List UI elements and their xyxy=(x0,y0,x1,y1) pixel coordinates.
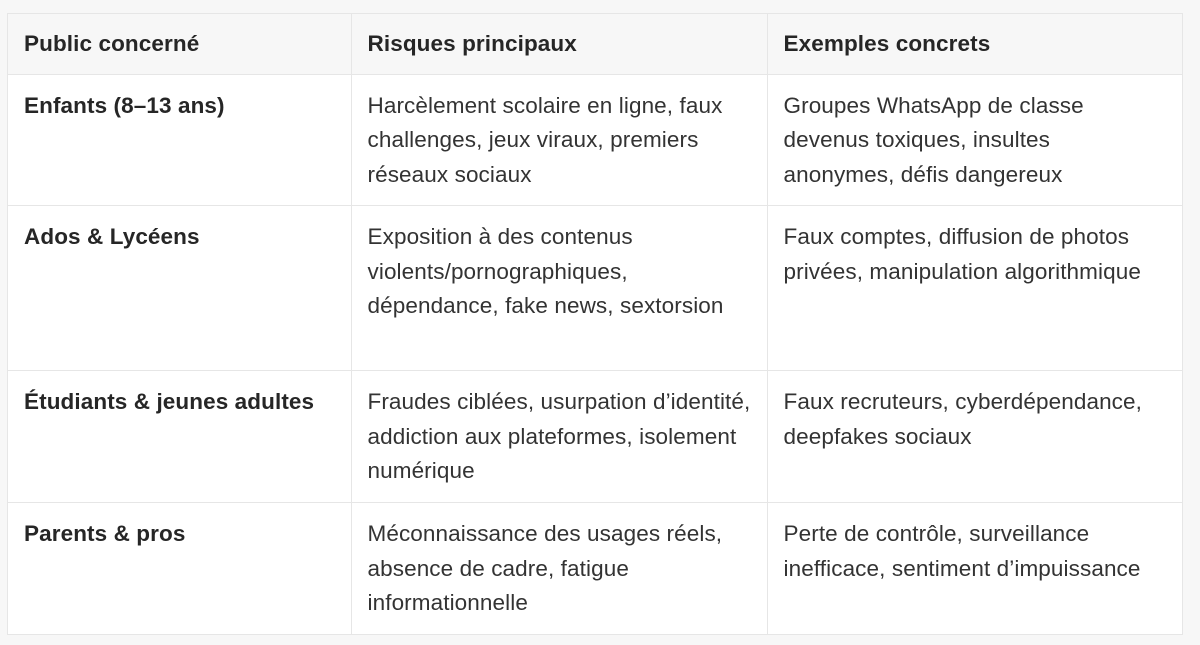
cell-exemples: Perte de contrôle, surveillance inefficace, sentiment d’impuissance xyxy=(783,521,1141,581)
cell-risques: Fraudes ciblées, usurpation d’identité, addiction aux plateformes, isolement numérique xyxy=(351,371,767,503)
cell-exemples: Groupes WhatsApp de classe devenus toxiques, insultes anonymes, défis dangereux xyxy=(767,74,1182,206)
cell-risques: Harcèlement scolaire en ligne, faux challenges, jeux viraux, premiers réseaux sociaux xyxy=(351,74,767,206)
table-body xyxy=(8,74,1182,634)
cell-public: Parents & pros xyxy=(8,503,351,634)
cell-exemples: Faux comptes, diffusion de photos privées, manipulation algorithmique xyxy=(767,206,1182,371)
table-row xyxy=(8,371,1182,503)
table-row xyxy=(8,503,1182,634)
cell-exemples: Faux recruteurs, cyberdépendance, deepfakes sociaux xyxy=(767,371,1182,503)
header-row xyxy=(8,14,1182,74)
risk-table-container xyxy=(7,13,1183,635)
table-row xyxy=(8,74,1182,206)
cell-risques: Exposition à des contenus violents/pornographiques, dépendance, fake news, sextorsion xyxy=(351,206,767,371)
cell-public: Ados & Lycéens xyxy=(8,206,351,371)
risk-table xyxy=(8,14,1182,634)
table-header xyxy=(8,14,1182,74)
cell-risques: Méconnaissance des usages réels, absence de cadre, fatigue informationnelle xyxy=(351,503,767,634)
header-exemples: Exemples concrets xyxy=(767,14,1182,74)
table-row xyxy=(8,206,1182,371)
header-public: Public concerné xyxy=(8,14,351,74)
cell-public: Étudiants & jeunes adultes xyxy=(8,371,351,503)
cell-public: Enfants (8–13 ans) xyxy=(8,74,351,206)
header-risques: Risques principaux xyxy=(351,14,767,74)
